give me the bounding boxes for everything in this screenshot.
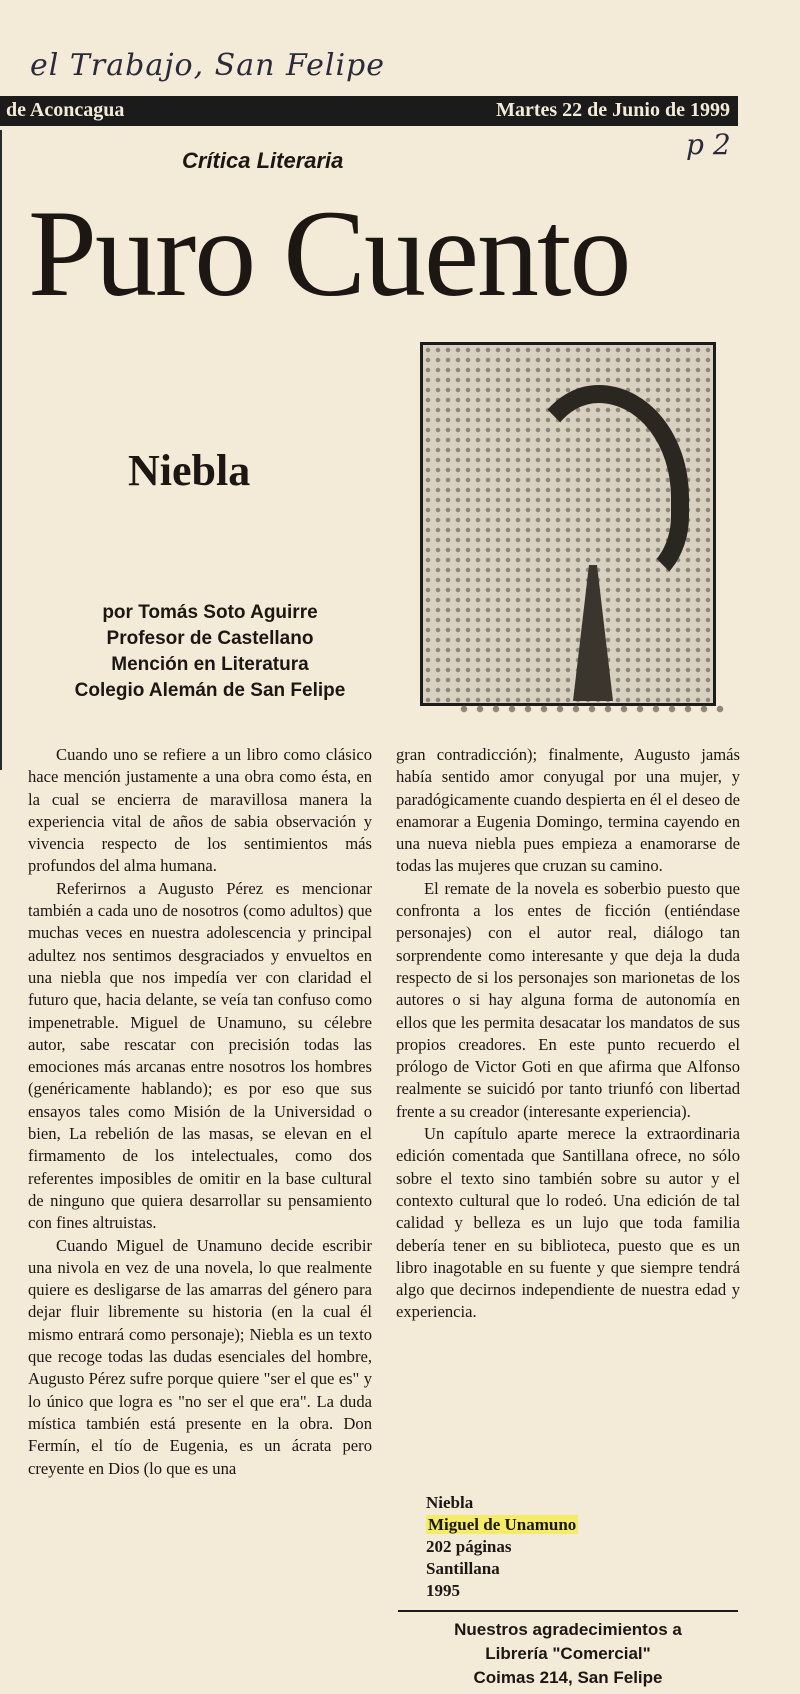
body-paragraph: Un capítulo aparte merece la extraordinaria edición comentada que Santillana ofrece, no sólo sobre el texto sino también sobre su autor y el contexto cultural que lo rodeó. Una edición de tal calidad y belleza es un lujo que toda familia debería tener en su biblioteca, puesto que es un libro inagotable en su fuente y que siempre tendrá algo que decirnos independiente de nuestra edad y experiencia. <box>396 1124 740 1322</box>
book-title: Niebla <box>426 1493 474 1512</box>
article-title: Puro Cuento <box>28 185 630 322</box>
thanks-line: Nuestros agradecimientos a <box>454 1620 682 1639</box>
byline-line: Colegio Alemán de San Felipe <box>74 680 346 701</box>
body-column-right <box>396 744 740 1324</box>
book-info-box <box>426 1492 578 1602</box>
publication-date: Martes 22 de Junio de 1999 <box>496 99 730 121</box>
book-publisher: Santillana <box>426 1559 500 1578</box>
handwritten-page-mark: p 2 <box>686 128 731 161</box>
body-paragraph: Referirnos a Augusto Pérez es mencionar también a cada uno de nosotros (como adultos) que muchas veces en nuestra adolescencia y principal adultez nos sentimos desgraciados y envueltos en una niebla que nos impedía ver con claridad el futuro que, hacia delante, se veía tan confuso como impenetrable. Miguel de Unamuno, su célebre autor, sabe rescatar con precisión todas las emociones más arcanas entre nosotros los hombres (genéricamente hablando); es por eso que sus ensayos tales como Misión de la Universidad o bien, La rebelión de las masas, se elevan en el firmamento de los intelectuales, como dos referentes imposibles de omitir en la base cultural de ninguno que quiera desarrollar su pensamiento con fines altruistas. <box>28 878 372 1233</box>
book-author: Miguel de Unamuno <box>428 1515 577 1534</box>
section-label: Crítica Literaria <box>182 148 344 173</box>
byline-line: por Tomás Soto Aguirre <box>102 602 318 623</box>
body-paragraph: Cuando Miguel de Unamuno decide escribir una nivola en vez de una novela, lo que realmente quiere es desligarse de las amarras del género para dejar fluir libremente su historia (en la cual él mismo entrará como personaje); Niebla es un texto que recoge todas las dudas esenciales del hombre, Augusto Pérez sufre porque quiere "ser el que es" y lo único que logra es "no ser el que era". La duda mística también está presente en la obra. Don Fermín, el tío de Eugenia, es un ácrata pero creyente en Dios (lo que es una <box>28 1235 372 1478</box>
byline-line: Mención en Literatura <box>111 654 309 675</box>
thanks-line: Librería "Comercial" <box>485 1644 651 1663</box>
article-subtitle: Niebla <box>128 446 251 495</box>
thanks-line: Coimas 214, San Felipe <box>473 1668 663 1687</box>
newspaper-name: de Aconcagua <box>6 99 125 121</box>
handwritten-source-note: el Trabajo, San Felipe <box>30 48 386 83</box>
portrait-hair-shape <box>523 385 689 591</box>
thanks-divider <box>398 1610 738 1612</box>
body-paragraph: El remate de la novela es soberbio puesto que confronta a los entes de ficción (entiéndase personajes) con el autor real, diálogo tan sorprendente como interesante y que deja la duda respecto de si los personajes son marionetas de los autores o si hay alguna forma de autonomía en ellos que les permita desacatar los mandatos de sus propios creadores. En este punto recuerdo el prólogo de Victor Goti en que afirma que Alfonso realmente se suicidó por tanto triunfó con libertad frente a su creador (interesante experiencia). <box>396 878 740 1121</box>
byline-line: Profesor de Castellano <box>106 628 314 649</box>
body-paragraph: gran contradicción); finalmente, Augusto jamás había sentido amor conyugal por una mujer, y paradógicamente cuando despierta en él el deseo de enamorar a Eugenia Domingo, termina cayendo en una nueva niebla pues empieza a enamorarse de todas las mujeres que cruzan su camino. <box>396 745 740 876</box>
acknowledgements <box>398 1618 738 1690</box>
byline <box>40 600 380 704</box>
book-year: 1995 <box>426 1581 460 1600</box>
book-pages: 202 páginas <box>426 1537 512 1556</box>
body-column-left <box>28 744 372 1480</box>
left-column-rule <box>0 130 2 770</box>
photo-halftone-edge <box>456 702 726 716</box>
body-paragraph: Cuando uno se refiere a un libro como clásico hace mención justamente a una obra como ésta, en la cual se encierra de maravillosa manera la experiencia vital de años de sabia observación y vivencia respecto de los sentimientos más profundos del alma humana. <box>28 745 372 876</box>
author-portrait-photo <box>420 342 716 706</box>
newspaper-header-bar <box>0 96 738 126</box>
